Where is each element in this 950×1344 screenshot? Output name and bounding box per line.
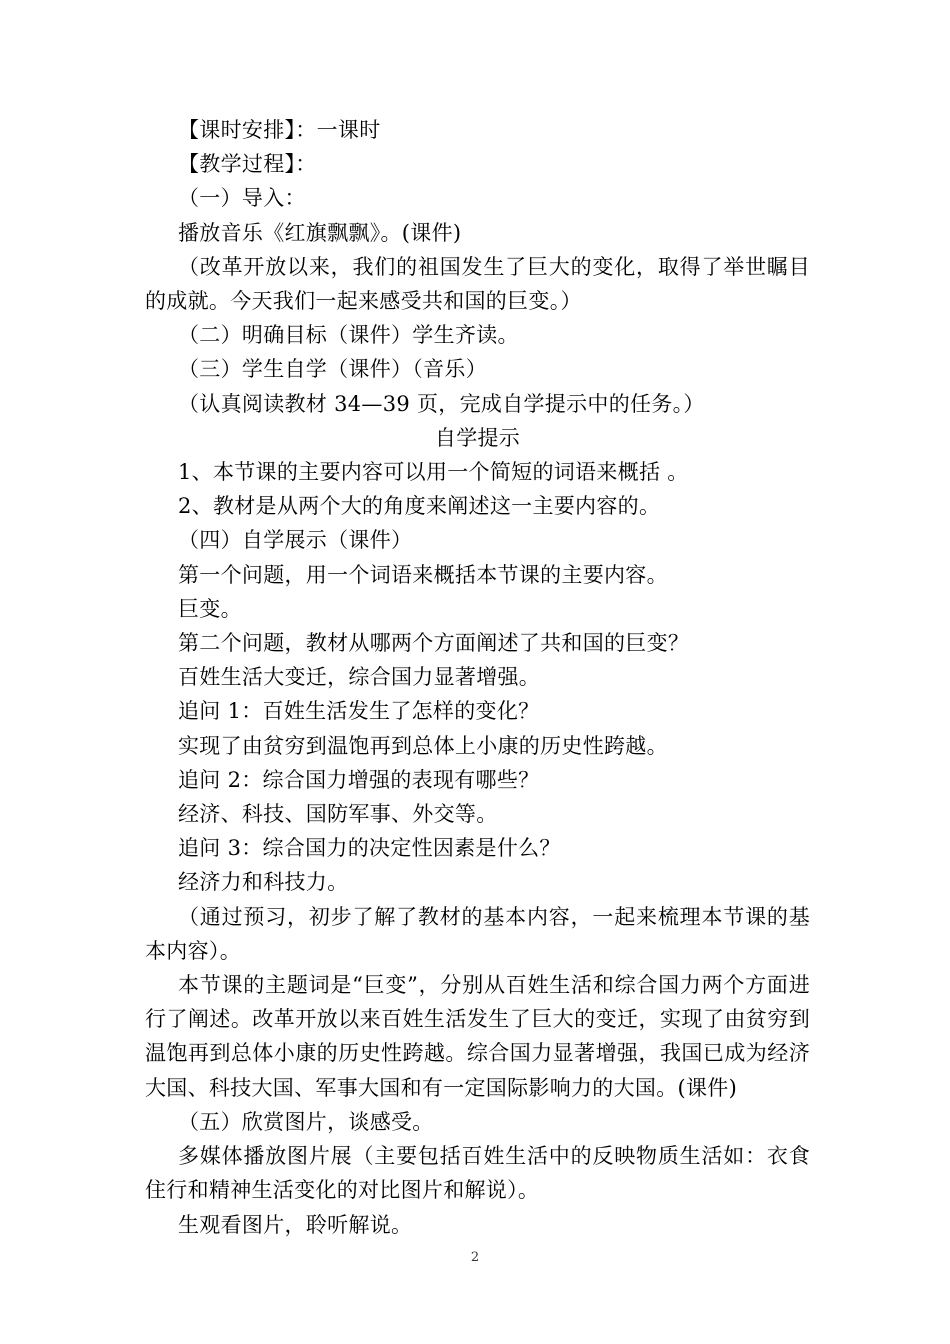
self-study-tips-title: 自学提示 (434, 425, 521, 450)
paragraph: 第二个问题，教材从哪两个方面阐述了共和国的巨变？ (178, 631, 690, 656)
document-body (145, 113, 810, 1242)
teaching-process-heading: 【教学过程】： (178, 152, 317, 177)
section-heading-self-study: （三）学生自学（课件）（音乐） (178, 357, 487, 382)
page-number: 2 (470, 1250, 480, 1265)
paragraph: 生观看图片，聆听解说。 (178, 1212, 413, 1237)
paragraph: 播放音乐《红旗飘飘》。(课件) (178, 220, 462, 245)
section-heading-pictures: （五）欣赏图片，谈感受。 (178, 1109, 434, 1134)
lesson-schedule: 【课时安排】：一课时 (178, 118, 381, 142)
paragraph: （通过预习，初步了解了教材的基本内容，一起来梳理本节课的基本内容）。 (145, 904, 810, 963)
paragraph: 经济力和科技力。 (178, 870, 349, 895)
paragraph: 追问 3：综合国力的决定性因素是什么？ (178, 836, 561, 861)
paragraph: 本节课的主题词是“巨变”，分别从百姓生活和综合国力两个方面进行了阐述。改革开放以来百姓生活发生了巨大的变迁，实现了由贫穷到温饱再到总体小康的历史性跨越。综合国力显著增强，我国已成为经济大国、科技大国、军事大国和有一定国际影响力的大国。(课件) (145, 973, 810, 1100)
paragraph: 巨变。 (178, 596, 242, 621)
paragraph: 2、教材是从两个大的角度来阐述这一主要内容的。 (178, 494, 661, 519)
paragraph: 经济、科技、国防军事、外交等。 (178, 802, 498, 827)
section-heading-goals: （二）明确目标（课件）学生齐读。 (178, 323, 519, 348)
section-heading-presentation: （四）自学展示（课件） (178, 528, 413, 553)
paragraph: （认真阅读教材 34—39 页，完成自学提示中的任务。） (178, 391, 705, 416)
paragraph: 百姓生活大变迁，综合国力显著增强。 (178, 665, 541, 690)
paragraph: 第一个问题，用一个词语来概括本节课的主要内容。 (178, 562, 668, 587)
section-heading-intro: （一）导入： (178, 186, 306, 211)
paragraph: 1、本节课的主要内容可以用一个简短的词语来概括 。 (178, 460, 689, 485)
paragraph: 实现了由贫穷到温饱再到总体上小康的历史性跨越。 (178, 733, 668, 758)
paragraph: 追问 1：百姓生活发生了怎样的变化？ (178, 699, 540, 724)
paragraph: 追问 2：综合国力增强的表现有哪些？ (178, 767, 540, 792)
paragraph: 多媒体播放图片展（主要包括百姓生活中的反映物质生活如：衣食住行和精神生活变化的对比图片和解说）。 (145, 1144, 810, 1203)
paragraph: （改革开放以来，我们的祖国发生了巨大的变化，取得了举世瞩目的成就。今天我们一起来感受共和国的巨变。） (145, 254, 810, 314)
